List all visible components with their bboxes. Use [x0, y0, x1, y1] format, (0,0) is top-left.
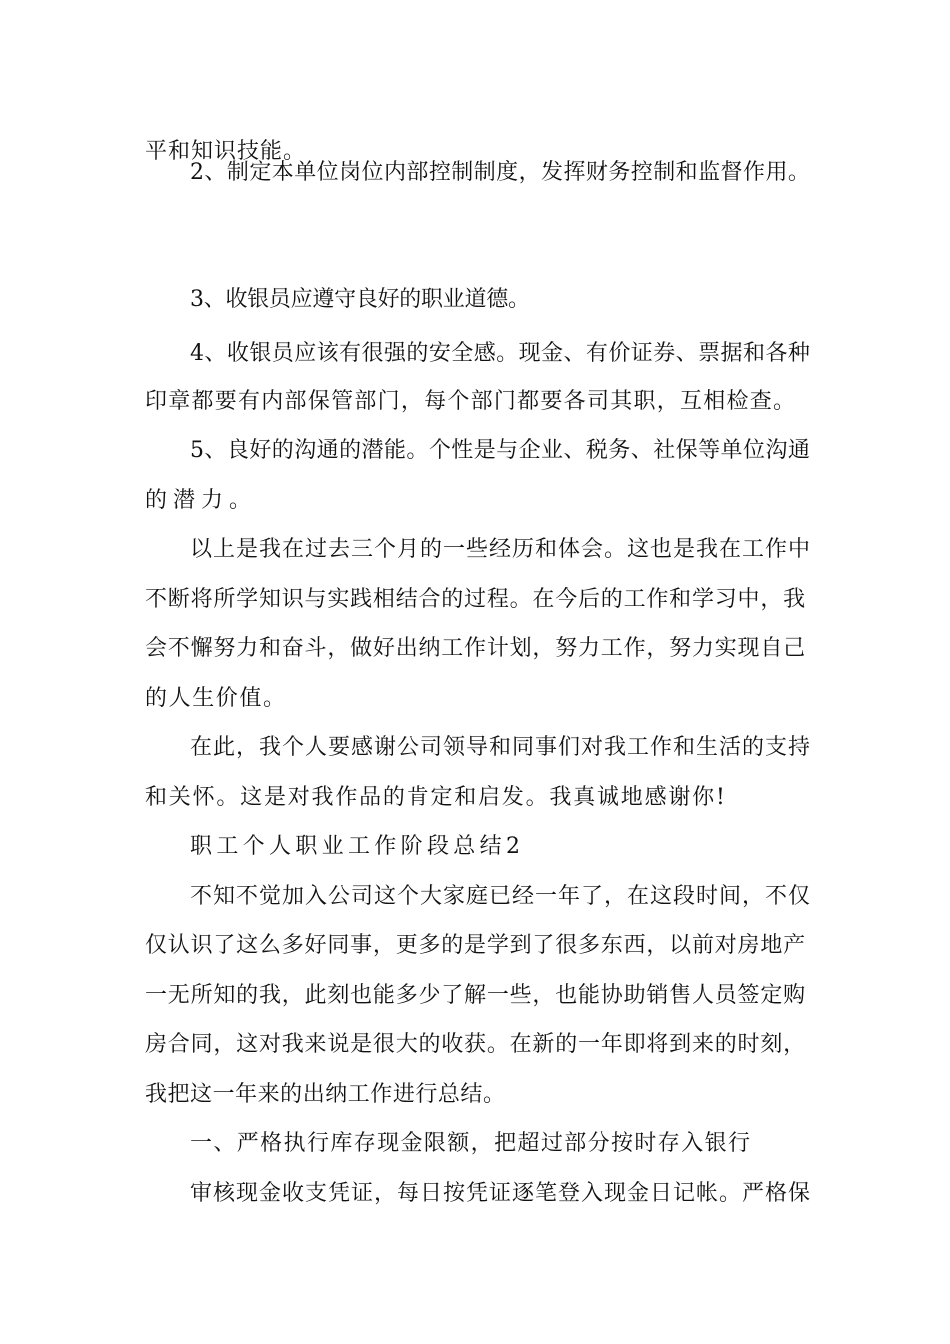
text-line: 仅认识了这么多好同事，更多的是学到了很多东西，以前对房地产 [145, 933, 806, 958]
text-line: 2、制定本单位岗位内部控制制度，发挥财务控制和监督作用。 [190, 160, 811, 185]
section-heading: 职工个人职业工作阶段总结2 [190, 834, 525, 859]
text-line: 3、收银员应遵守良好的职业道德。 [190, 287, 530, 312]
text-line: 以上是我在过去三个月的一些经历和体会。这也是我在工作中 [190, 537, 812, 562]
text-line: 和关怀。这是对我作品的肯定和启发。我真诚地感谢你! [145, 785, 727, 810]
text-line: 我把这一年来的出纳工作进行总结。 [145, 1082, 506, 1107]
text-line: 平和知识技能。 [145, 139, 307, 164]
section-heading: 一、严格执行库存现金限额，把超过部分按时存入银行 [190, 1131, 752, 1156]
text-line: 不知不觉加入公司这个大家庭已经一年了，在这段时间，不仅 [190, 884, 812, 909]
text-line: 在此，我个人要感谢公司领导和同事们对我工作和生活的支持 [190, 735, 812, 760]
text-line: 的人生价值。 [145, 686, 287, 711]
text-line: 审核现金收支凭证，每日按凭证逐笔登入现金日记帐。严格保 [190, 1181, 812, 1206]
text-line: 会不懈努力和奋斗，做好出纳工作计划，努力工作，努力实现自己 [145, 636, 806, 661]
text-line: 5、良好的沟通的潜能。个性是与企业、税务、社保等单位沟通 [190, 438, 811, 463]
text-line: 房合同，这对我来说是很大的收获。在新的一年即将到来的时刻， [145, 1032, 806, 1057]
text-line: 4、收银员应该有很强的安全感。现金、有价证券、票据和各种 [190, 341, 811, 366]
text-line: 一无所知的我，此刻也能多少了解一些，也能协助销售人员签定购 [145, 983, 806, 1008]
text-line: 的潜力。 [145, 488, 258, 513]
text-line: 印章都要有内部保管部门，每个部门都要各司其职，互相检查。 [145, 389, 797, 414]
text-line: 不断将所学知识与实践相结合的过程。在今后的工作和学习中，我 [145, 587, 806, 612]
